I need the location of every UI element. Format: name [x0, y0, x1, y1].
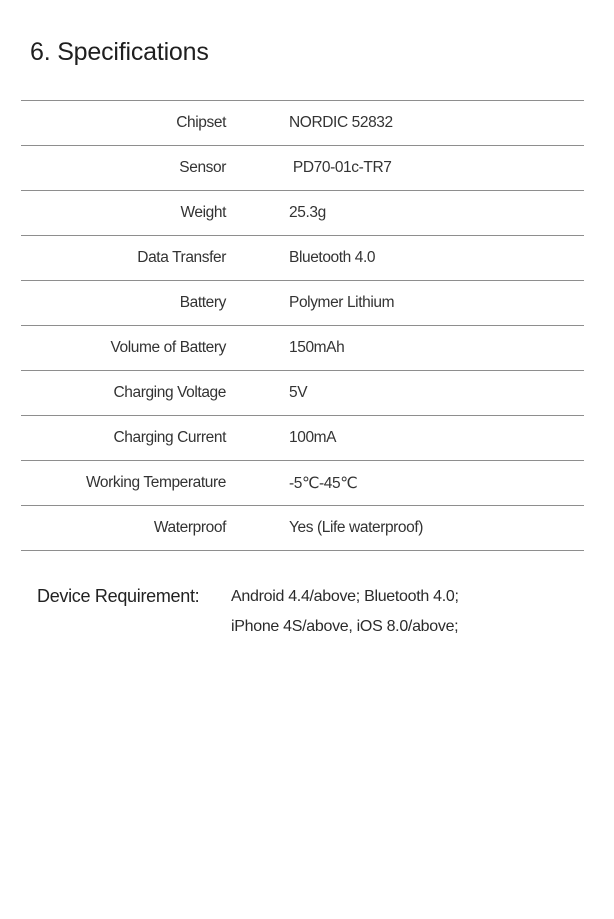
spec-label-charging-voltage: Charging Voltage: [21, 371, 289, 416]
spec-value-waterproof: Yes (Life waterproof): [289, 506, 584, 551]
specifications-table: [21, 100, 584, 551]
table-row: [21, 326, 584, 371]
table-row: [21, 191, 584, 236]
spec-value-volume-of-battery: 150mAh: [289, 326, 584, 371]
table-row: [21, 506, 584, 551]
table-row: [21, 416, 584, 461]
spec-value-charging-current: 100mA: [289, 416, 584, 461]
spec-label-weight: Weight: [21, 191, 289, 236]
spec-value-sensor: PD70-01c-TR7: [289, 146, 584, 191]
spec-value-charging-voltage: 5V: [289, 371, 584, 416]
device-requirement-line: Android 4.4/above; Bluetooth 4.0;: [231, 588, 459, 605]
table-row: [21, 281, 584, 326]
table-row: [21, 236, 584, 281]
spec-value-data-transfer: Bluetooth 4.0: [289, 236, 584, 281]
spec-label-volume-of-battery: Volume of Battery: [21, 326, 289, 371]
device-requirement-label: Device Requirement:: [37, 586, 200, 606]
table-row: [21, 371, 584, 416]
spec-value-chipset: NORDIC 52832: [289, 101, 584, 146]
table-row: [21, 461, 584, 506]
spec-label-charging-current: Charging Current: [21, 416, 289, 461]
table-row: [21, 101, 584, 146]
spec-label-working-temperature: Working Temperature: [21, 461, 289, 506]
spec-value-working-temperature: -5℃-45℃: [289, 461, 584, 506]
spec-value-weight: 25.3g: [289, 191, 584, 236]
table-row: [21, 146, 584, 191]
spec-label-battery: Battery: [21, 281, 289, 326]
spec-label-chipset: Chipset: [21, 101, 289, 146]
spec-label-sensor: Sensor: [21, 146, 289, 191]
spec-label-data-transfer: Data Transfer: [21, 236, 289, 281]
spec-label-waterproof: Waterproof: [21, 506, 289, 551]
section-title: 6. Specifications: [30, 38, 209, 66]
spec-value-battery: Polymer Lithium: [289, 281, 584, 326]
device-requirement-line: iPhone 4S/above, iOS 8.0/above;: [231, 618, 459, 635]
device-requirement-list: [231, 586, 459, 642]
